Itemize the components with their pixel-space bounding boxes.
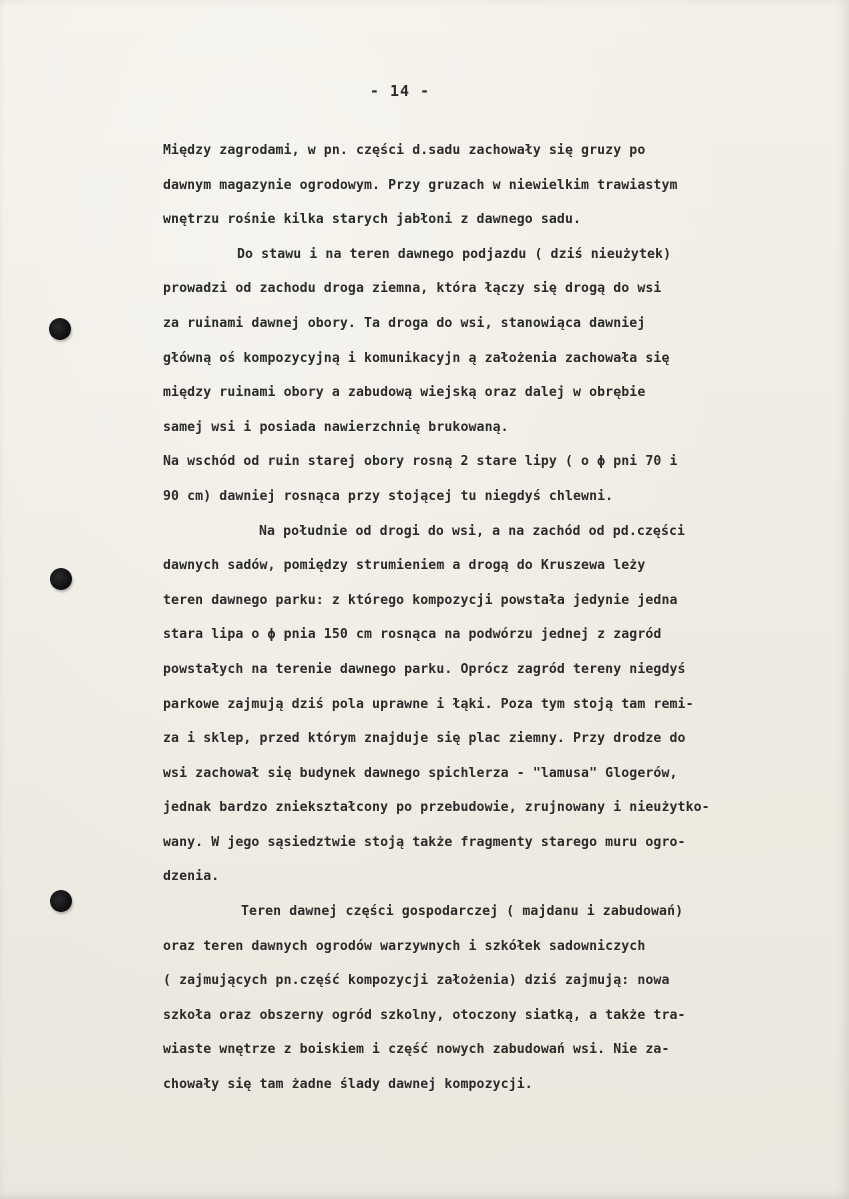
text-line: jednak bardzo zniekształcony po przebudowie, zrujnowany i nieużytko-	[163, 800, 710, 816]
page-number: - 14 -	[369, 82, 431, 100]
text-line: wsi zachował się budynek dawnego spichlerza - "lamusa" Glogerów,	[163, 765, 678, 781]
text-line: główną oś kompozycyjną i komunikacyjn ą założenia zachowała się	[163, 350, 670, 366]
text-line: wiaste wnętrze z boiskiem i część nowych zabudowań wsi. Nie za-	[163, 1042, 670, 1058]
text-line: Między zagrodami, w pn. części d.sadu zachowały się gruzy po	[163, 143, 646, 158]
text-line: wany. W jego sąsiedztwie stoją także fragmenty starego muru ogro-	[163, 834, 686, 850]
text-line: teren dawnego parku: z którego kompozycji powstała jedynie jedna	[163, 592, 678, 608]
text-line: wnętrzu rośnie kilka starych jabłoni z dawnego sadu.	[163, 212, 582, 228]
text-line: dzenia.	[163, 869, 220, 885]
text-line: Na południe od drogi do wsi, a na zachód od pd.części	[259, 523, 686, 539]
text-line: dawnych sadów, pomiędzy strumieniem a drogą do Kruszewa leży	[163, 558, 646, 574]
punch-hole-top	[49, 318, 71, 340]
text-line: oraz teren dawnych ogrodów warzywnych i szkółek sadowniczych	[163, 938, 646, 954]
text-line: Teren dawnej części gospodarczej ( majdanu i zabudowań)	[241, 904, 684, 920]
text-line: dawnym magazynie ogrodowym. Przy gruzach w niewielkim trawiastym	[163, 177, 678, 193]
text-line: Do stawu i na teren dawnego podjazdu ( dziś nieużytek)	[237, 246, 672, 262]
text-line: prowadzi od zachodu droga ziemna, która łączy się drogą do wsi	[163, 281, 662, 297]
text-line: powstałych na terenie dawnego parku. Oprócz zagród tereny niegdyś	[163, 661, 686, 677]
text-line: 90 cm) dawniej rosnąca przy stojącej tu niegdyś chlewni.	[163, 488, 614, 504]
text-line: chowały się tam żadne ślady dawnej kompozycji.	[163, 1077, 533, 1093]
punch-hole-bottom	[50, 890, 72, 912]
punch-hole-middle	[50, 568, 72, 590]
document-body	[163, 134, 813, 1103]
text-line: za ruinami dawnej obory. Ta droga do wsi, stanowiąca dawniej	[163, 315, 646, 331]
text-line: samej wsi i posiada nawierzchnię brukowaną.	[163, 419, 509, 435]
text-line: między ruinami obory a zabudową wiejską oraz dalej w obrębie	[163, 385, 646, 401]
text-line: stara lipa o ϕ pnia 150 cm rosnąca na podwórzu jednej z zagród	[163, 627, 662, 643]
text-line: za i sklep, przed którym znajduje się plac ziemny. Przy drodze do	[163, 731, 686, 747]
text-line: Na wschód od ruin starej obory rosną 2 stare lipy ( o ϕ pni 70 i	[163, 454, 678, 470]
text-line: parkowe zajmują dziś pola uprawne i łąki. Poza tym stoją tam remi-	[163, 696, 694, 712]
text-line: szkoła oraz obszerny ogród szkolny, otoczony siatką, a także tra-	[163, 1007, 686, 1023]
text-line: ( zajmujących pn.część kompozycji założenia) dziś zajmują: nowa	[163, 973, 670, 989]
